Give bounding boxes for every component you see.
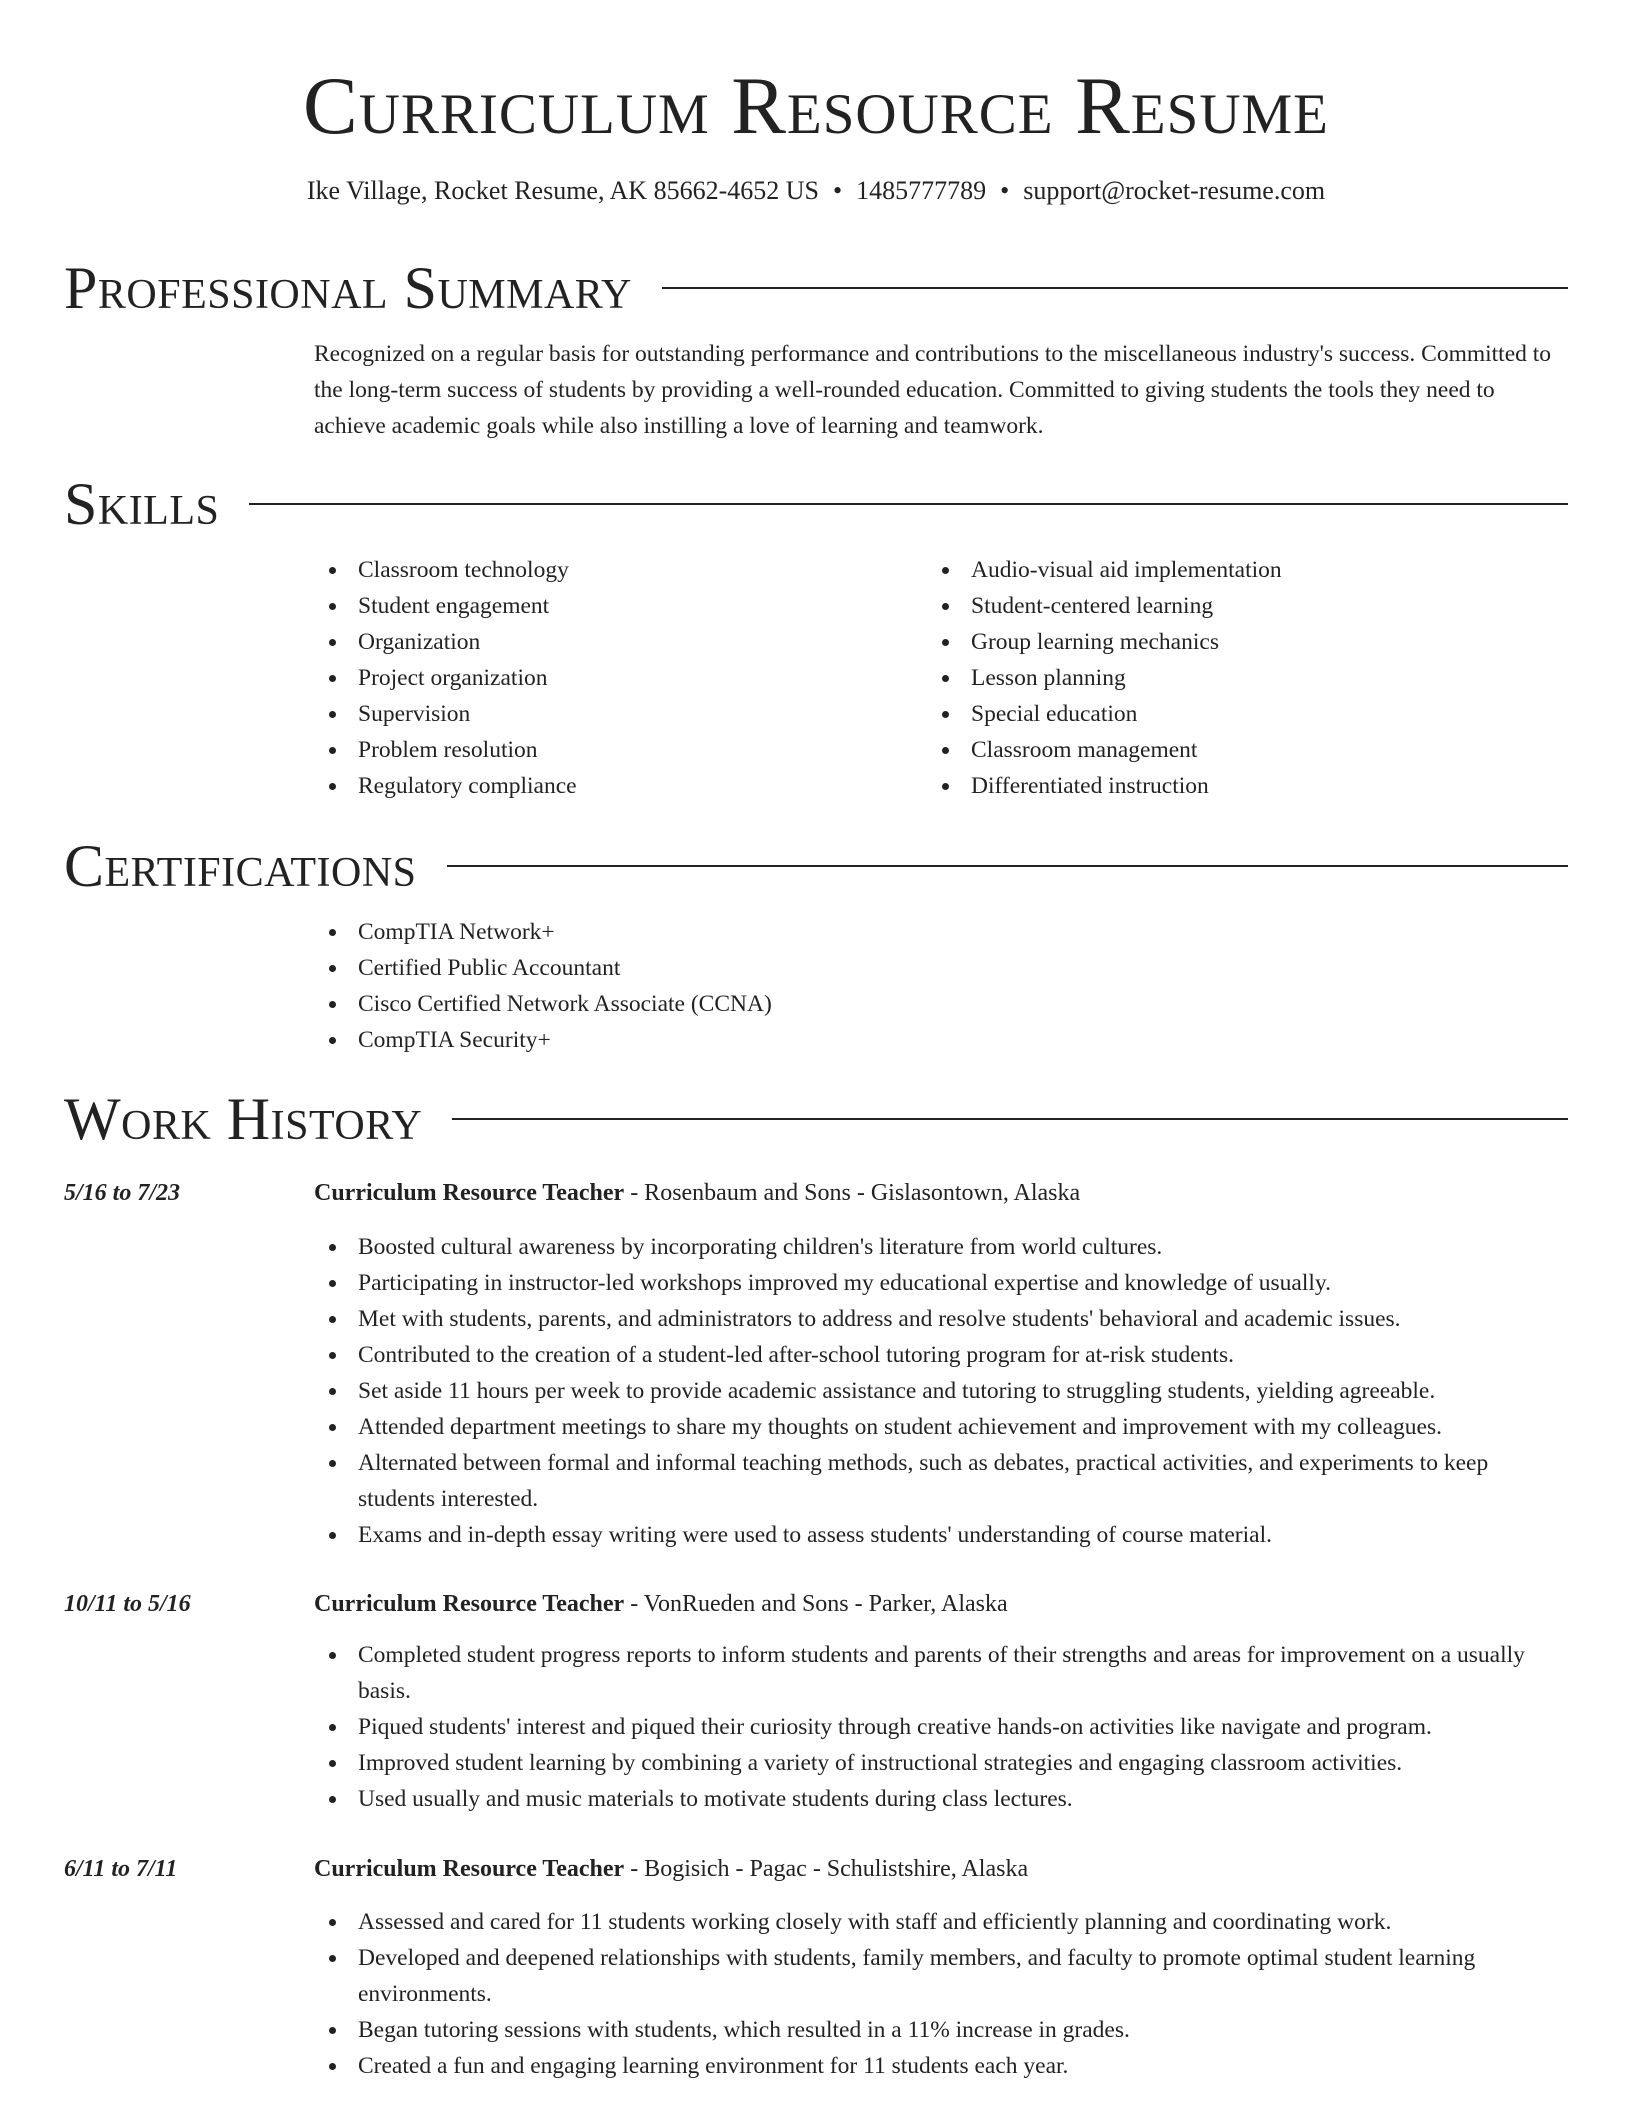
job-dates: 5/16 to 7/23 [64,1180,181,1206]
work-heading: Work History [64,1086,423,1152]
certifications-list [314,914,1568,1058]
job-bullets [314,1904,1568,2084]
job-bullet: Assessed and cared for 11 students working closely with staff and efficiently planning and coordinating work. [314,1904,1568,1940]
job-company: - VonRueden and Sons - Parker, Alaska [624,1591,1008,1617]
job-heading [314,1175,1568,1211]
job-heading [314,1851,1568,1887]
job-bullet: Used usually and music materials to motivate students during class lectures. [314,1781,1568,1817]
skill-item: Student-centered learning [927,588,1487,624]
certification-item: Cisco Certified Network Associate (CCNA) [314,986,1568,1022]
skill-item: Organization [314,624,874,660]
skill-item: Supervision [314,696,874,732]
job-bullet: Alternated between formal and informal teaching methods, such as debates, practical activities, and experiments to keep students interested. [314,1445,1568,1517]
certification-item: CompTIA Network+ [314,914,1568,950]
summary-heading: Professional Summary [64,255,632,321]
skill-item: Student engagement [314,588,874,624]
job-company: - Rosenbaum and Sons - Gislasontown, Alaska [624,1180,1081,1206]
skill-item: Audio-visual aid implementation [927,552,1487,588]
job-bullet: Contributed to the creation of a student-led after-school tutoring program for at-risk students. [314,1337,1568,1373]
skills-list-right [927,552,1487,804]
job-company: - Bogisich - Pagac - Schulistshire, Alaska [624,1856,1029,1882]
certifications-heading: Certifications [64,833,417,899]
job-bullet: Boosted cultural awareness by incorporating children's literature from world cultures. [314,1229,1568,1265]
skill-item: Project organization [314,660,874,696]
summary-section-header [64,253,1568,323]
contact-phone: 1485777789 [856,176,987,205]
skills-list-left [314,552,874,804]
job-bullet: Met with students, parents, and administrators to address and resolve students' behavioral and academic issues. [314,1301,1568,1337]
job-bullet: Set aside 11 hours per week to provide academic assistance and tutoring to struggling students, yielding agreeable. [314,1373,1568,1409]
skill-item: Classroom technology [314,552,874,588]
job-bullet: Participating in instructor-led workshops improved my educational expertise and knowledge of usually. [314,1265,1568,1301]
job-bullets [314,1637,1568,1817]
certifications-section-header [64,831,1568,901]
skill-item: Classroom management [927,732,1487,768]
job-title: Curriculum Resource Teacher [314,1591,625,1617]
skill-item: Problem resolution [314,732,874,768]
skill-item: Group learning mechanics [927,624,1487,660]
job-bullet: Developed and deepened relationships with students, family members, and faculty to promote optimal student learning environments. [314,1940,1568,2012]
skill-item: Differentiated instruction [927,768,1487,804]
work-section-header [64,1084,1568,1154]
job-dates: 6/11 to 7/11 [64,1856,178,1882]
job-bullet: Improved student learning by combining a variety of instructional strategies and engaging classroom activities. [314,1745,1568,1781]
contact-separator: • [832,176,843,205]
job-bullets [314,1229,1568,1553]
job-heading [314,1586,1568,1622]
skills-section-header [64,469,1568,539]
skill-item: Regulatory compliance [314,768,874,804]
certification-item: Certified Public Accountant [314,950,1568,986]
job-bullet: Piqued students' interest and piqued their curiosity through creative hands-on activities like navigate and program. [314,1709,1568,1745]
job-bullet: Created a fun and engaging learning environment for 11 students each year. [314,2048,1568,2084]
job-bullet: Began tutoring sessions with students, which resulted in a 11% increase in grades. [314,2012,1568,2048]
job-title: Curriculum Resource Teacher [314,1856,625,1882]
section-divider [447,865,1568,867]
skill-item: Special education [927,696,1487,732]
certification-item: CompTIA Security+ [314,1022,1568,1058]
resume-name: Curriculum Resource Resume [303,60,1329,151]
section-divider [662,287,1568,289]
skills-heading: Skills [64,471,220,537]
contact-address: Ike Village, Rocket Resume, AK 85662-4652 US [306,176,819,205]
job-title: Curriculum Resource Teacher [314,1180,625,1206]
contact-email[interactable]: support@rocket-resume.com [1023,176,1326,205]
contact-line [0,174,1632,208]
summary-text: Recognized on a regular basis for outstanding performance and contributions to the miscellaneous industry's success. Committed to the long-term success of students by providing a well-rounded education. Committed to giving students the tools they need to achieve academic goals while also instilling a love of learning and teamwork. [314,341,1552,439]
contact-separator: • [1000,176,1010,205]
job-bullet: Completed student progress reports to inform students and parents of their strengths and areas for improvement on a usually basis. [314,1637,1568,1709]
section-divider [452,1118,1568,1120]
job-dates: 10/11 to 5/16 [64,1591,191,1617]
section-divider [249,503,1568,505]
skill-item: Lesson planning [927,660,1487,696]
job-bullet: Attended department meetings to share my thoughts on student achievement and improvement with my colleagues. [314,1409,1568,1445]
job-bullet: Exams and in-depth essay writing were used to assess students' understanding of course material. [314,1517,1568,1553]
